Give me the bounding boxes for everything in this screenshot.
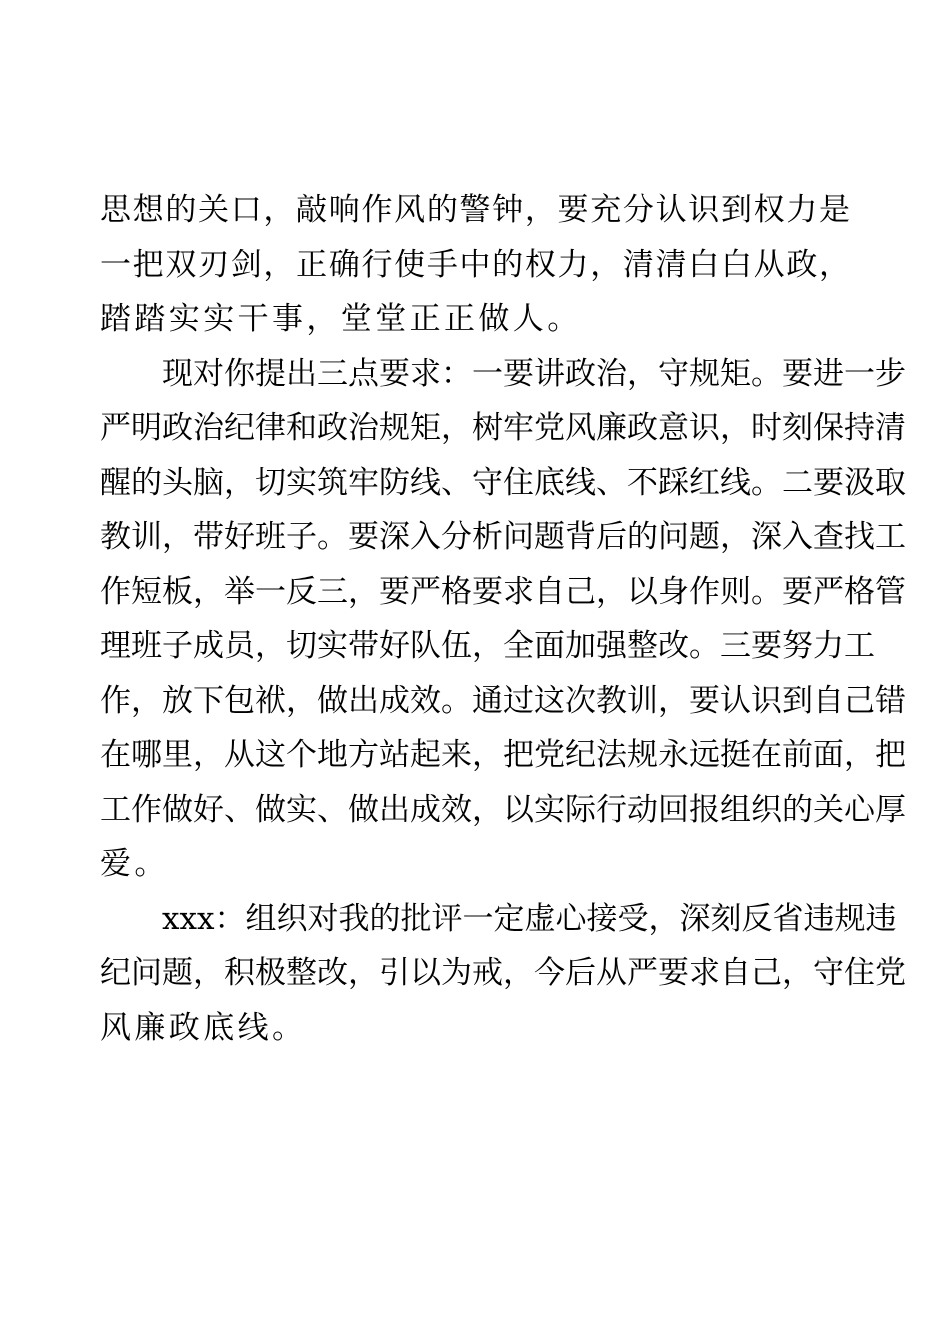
text-line: xxx：组织对我的批评一定虚心接受，深刻反省违规违 — [162, 900, 897, 937]
text-line: 作短板，举一反三，要严格要求自己，以身作则。要严格管 — [100, 573, 906, 610]
paragraph-1 — [100, 183, 850, 347]
text-line: 思想的关口，敲响作风的警钟，要充分认识到权力是 — [100, 192, 850, 228]
text-line: 严明政治纪律和政治规矩，树牢党风廉政意识，时刻保持清 — [100, 410, 906, 446]
text-line: 作，放下包袱，做出成效。通过这次教训，要认识到自己错 — [100, 682, 906, 719]
paragraph-3 — [100, 892, 906, 1056]
paragraph-2 — [100, 347, 906, 892]
text-line: 纪问题，积极整改，引以为戒，今后从严要求自己，守住党 — [100, 955, 906, 991]
text-line: 风廉政底线。 — [100, 1009, 307, 1046]
text-line: 踏踏实实干事，堂堂正正做人。 — [100, 301, 582, 337]
text-line: 一把双刃剑，正确行使手中的权力，清清白白从政， — [100, 246, 850, 283]
text-line: 现对你提出三点要求：一要讲政治，守规矩。要进一步 — [162, 355, 906, 392]
text-line: 工作做好、做实、做出成效，以实际行动回报组织的关心厚 — [100, 791, 906, 828]
document-body — [100, 183, 906, 1055]
text-line: 醒的头脑，切实筑牢防线、守住底线、不踩红线。二要汲取 — [100, 464, 906, 501]
text-line: 爱。 — [100, 846, 169, 882]
text-line: 在哪里，从这个地方站起来，把党纪法规永远挺在前面，把 — [100, 737, 906, 773]
text-line: 理班子成员，切实带好队伍，全面加强整改。三要努力工 — [100, 628, 875, 664]
text-line: 教训，带好班子。要深入分析问题背后的问题，深入查找工 — [100, 519, 906, 555]
